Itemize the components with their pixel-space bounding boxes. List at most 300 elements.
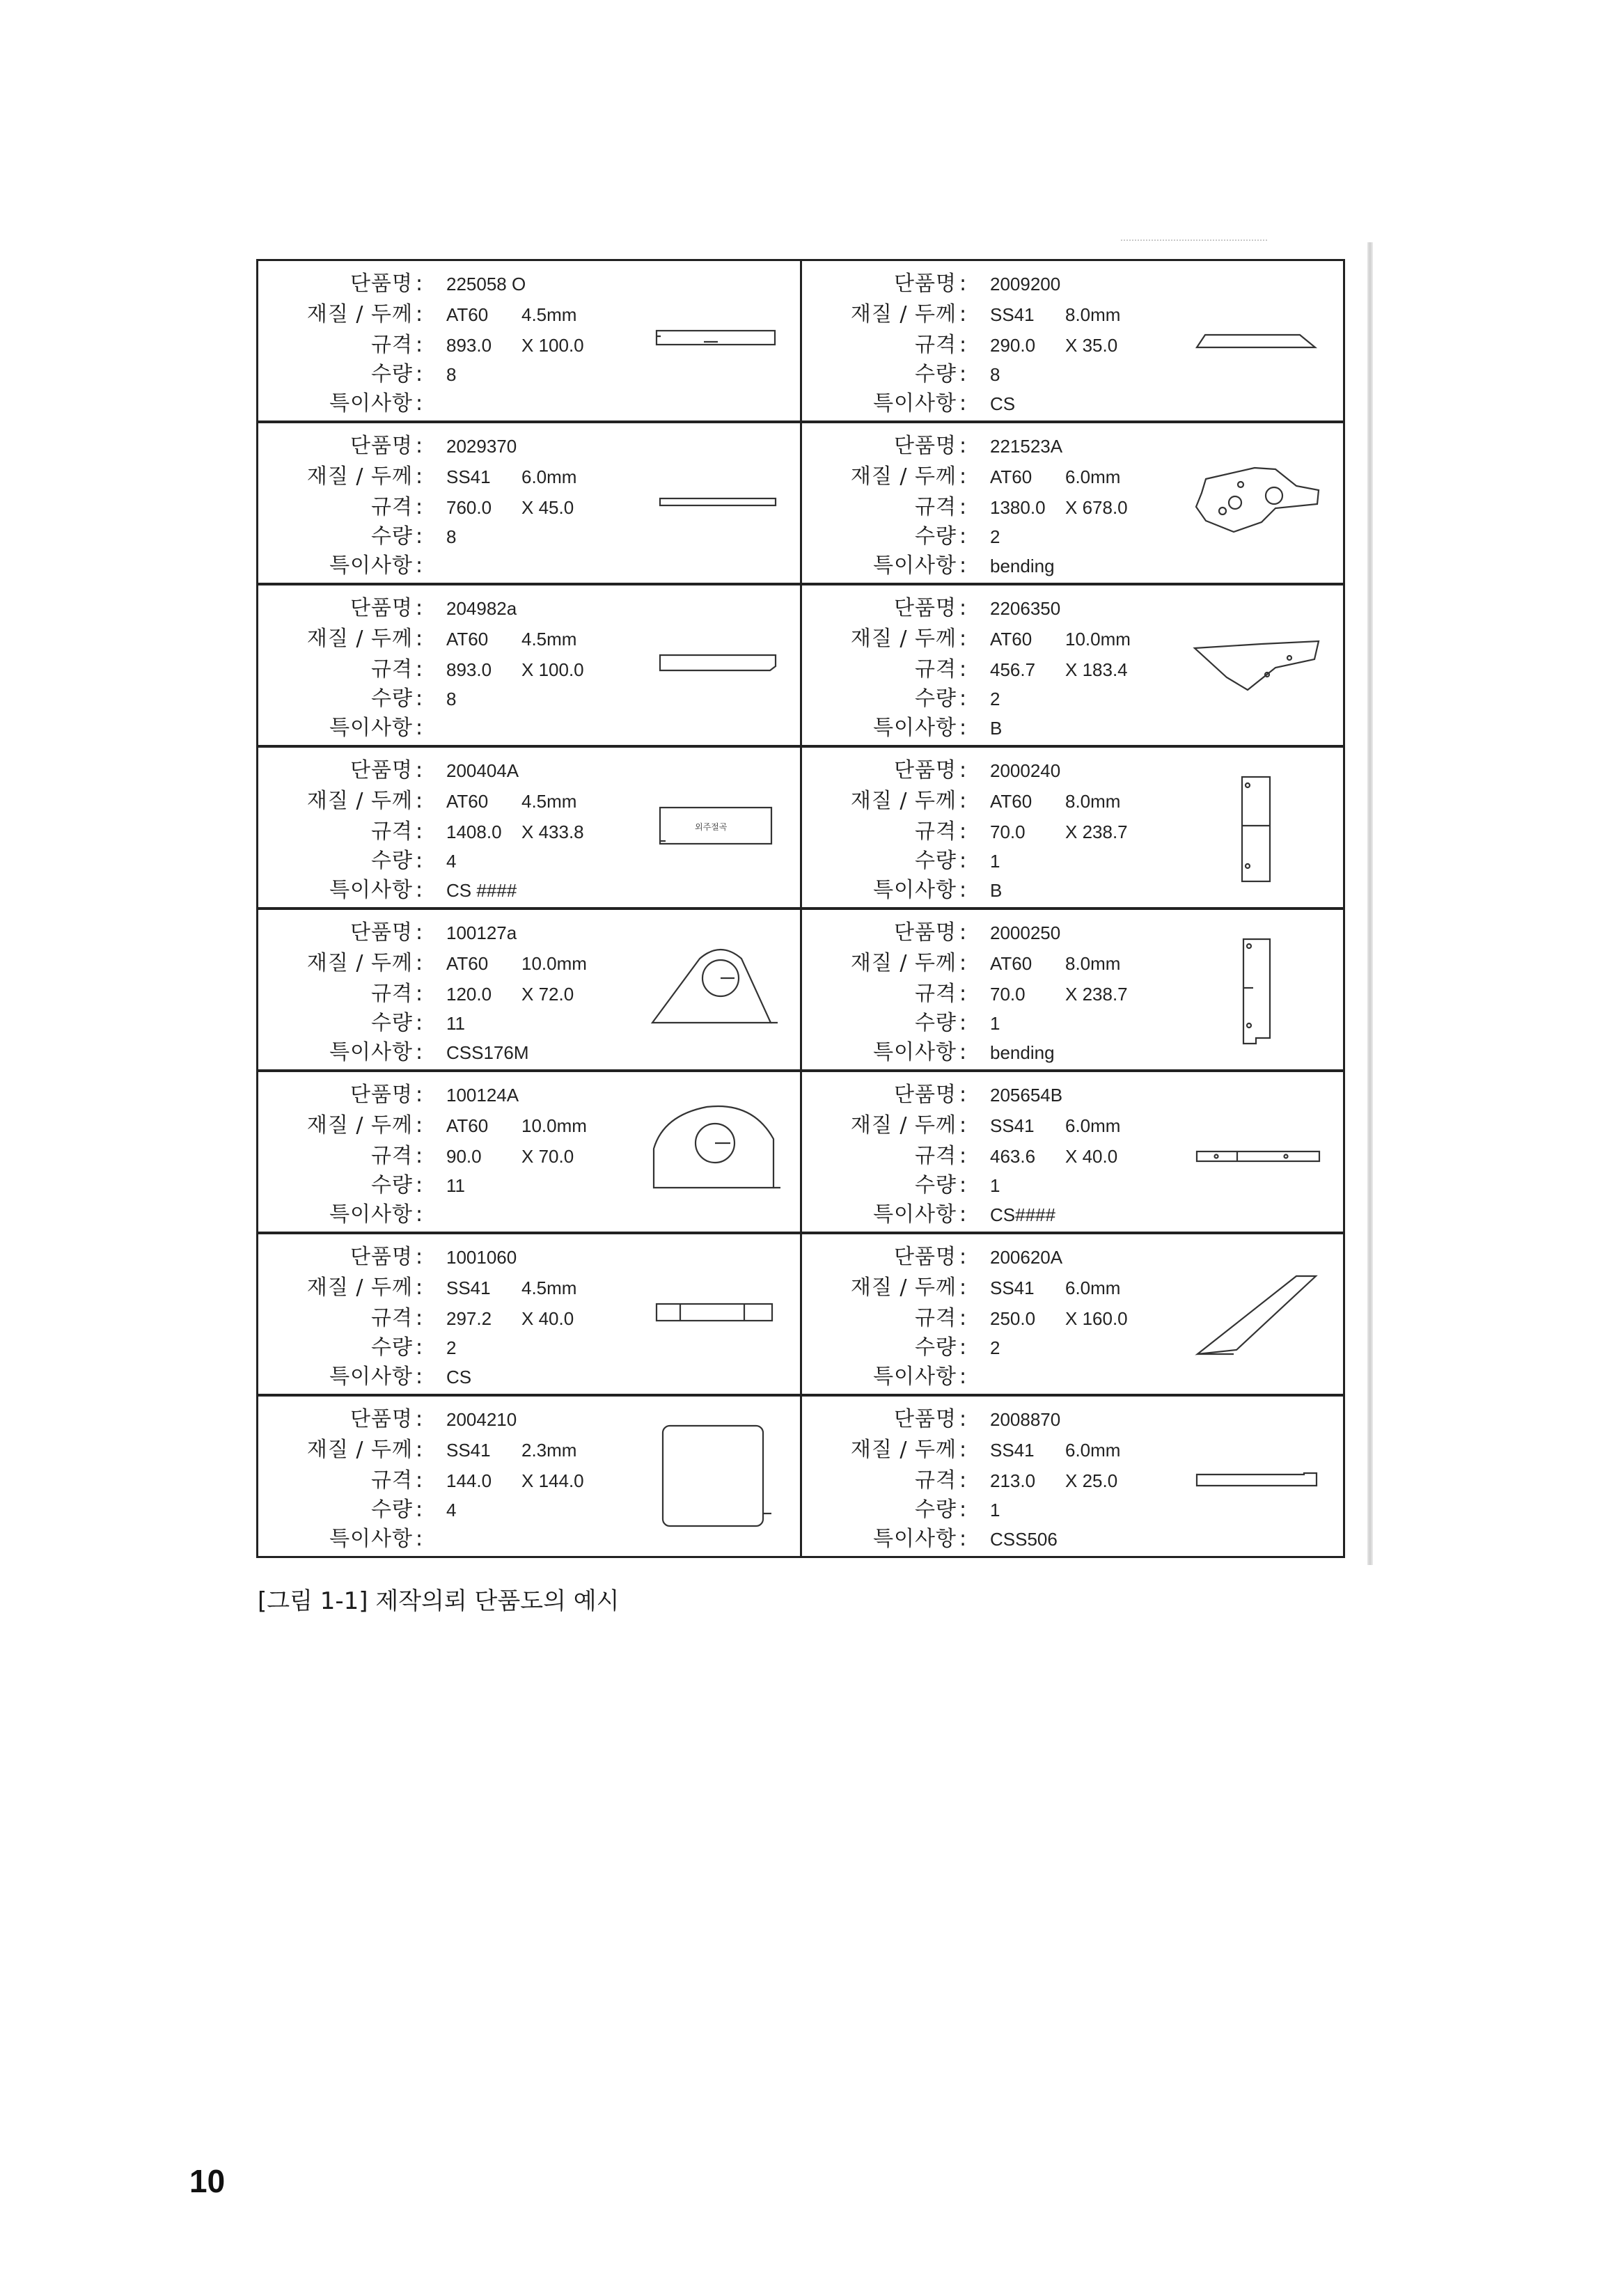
part-name-value: 200404A [446, 760, 519, 781]
material-value [446, 1436, 577, 1465]
spec-value [446, 331, 584, 360]
thickness-value: 4.5mm [521, 304, 577, 325]
spec-label: 규격 [371, 495, 413, 519]
spec-width-value: 893.0 [446, 335, 492, 356]
spec-value [990, 493, 1128, 522]
material-thickness-label: 재질 / 두께 [850, 951, 957, 975]
remarks-label: 특이사항 [329, 878, 413, 902]
label-colon: : [959, 1202, 967, 1227]
part-name-label: 단품명 [350, 1083, 413, 1107]
quantity-line [802, 360, 1344, 389]
part-card [258, 585, 800, 745]
thickness-value: 10.0mm [521, 953, 587, 974]
remarks-label: 특이사항 [329, 1527, 413, 1551]
quantity-line [258, 522, 800, 551]
material-thickness-label: 재질 / 두께 [850, 789, 957, 813]
table-row [258, 748, 1343, 910]
label-colon: : [416, 849, 423, 873]
label-colon: : [959, 1040, 967, 1064]
part-card [258, 910, 800, 1069]
remarks-line [258, 1362, 800, 1392]
quantity-label: 수량 [915, 524, 957, 549]
part-drawing-plate-holes [1192, 465, 1324, 542]
spec-label: 규격 [915, 1468, 957, 1493]
spec-value [990, 980, 1128, 1009]
spec-width-value: 70.0 [990, 821, 1026, 842]
material-value-text: AT60 [990, 791, 1032, 812]
remarks-label: 특이사항 [329, 553, 413, 578]
quantity-label: 수량 [371, 524, 413, 549]
remarks-line [258, 551, 800, 581]
label-colon: : [416, 391, 423, 416]
spec-value [990, 655, 1128, 684]
label-colon: : [959, 362, 967, 386]
table-row [258, 585, 1343, 748]
quantity-label: 수량 [915, 1497, 957, 1522]
part-card [802, 1072, 1344, 1232]
quantity-value: 2 [446, 1337, 457, 1358]
part-name-line [802, 1080, 1344, 1110]
quantity-value: 1 [990, 851, 1000, 872]
part-drawing-vertical-bar-notch [1239, 938, 1274, 1049]
spec-value [446, 1466, 584, 1495]
material-thickness-label: 재질 / 두께 [850, 627, 957, 651]
label-colon: : [416, 272, 423, 296]
thickness-value: 6.0mm [1065, 1277, 1121, 1298]
spec-value [990, 1466, 1118, 1495]
scan-edge [1367, 242, 1373, 1565]
part-name-value: 2029370 [446, 436, 517, 457]
label-colon: : [959, 982, 967, 1006]
part-name-line [802, 269, 1344, 299]
quantity-value: 8 [990, 364, 1000, 385]
remarks-line [802, 1525, 1344, 1554]
remarks-label: 특이사항 [329, 1202, 413, 1227]
quantity-label: 수량 [371, 1335, 413, 1360]
label-colon: : [416, 1202, 423, 1227]
part-name-line [258, 269, 800, 299]
label-colon: : [959, 524, 967, 549]
material-thickness-label: 재질 / 두께 [850, 302, 957, 327]
label-colon: : [416, 789, 423, 813]
remarks-line [802, 1200, 1344, 1229]
label-colon: : [416, 951, 423, 975]
label-colon: : [959, 1497, 967, 1522]
remarks-label: 특이사항 [329, 391, 413, 416]
spec-label: 규격 [915, 1144, 957, 1168]
spec-height-value: X 238.7 [1065, 821, 1128, 842]
part-name-line [258, 1243, 800, 1272]
part-name-label: 단품명 [894, 596, 957, 620]
material-value-text: AT60 [990, 629, 1032, 650]
part-name-label: 단품명 [894, 758, 957, 783]
part-name-label: 단품명 [350, 920, 413, 945]
quantity-label: 수량 [371, 362, 413, 386]
thickness-value: 10.0mm [1065, 629, 1131, 650]
label-colon: : [416, 1306, 423, 1330]
spec-value [446, 817, 584, 847]
label-colon: : [416, 524, 423, 549]
spec-label: 규격 [371, 333, 413, 357]
quantity-value: 1 [990, 1013, 1000, 1034]
part-name-value: 2004210 [446, 1409, 517, 1430]
quantity-line [258, 360, 800, 389]
part-name-label: 단품명 [350, 1407, 413, 1431]
quantity-value: 4 [446, 1500, 457, 1520]
material-thickness-line [258, 462, 800, 492]
quantity-value: 2 [990, 526, 1000, 547]
part-name-label: 단품명 [350, 434, 413, 458]
part-name-line [802, 432, 1344, 461]
label-colon: : [416, 495, 423, 519]
remarks-label: 특이사항 [873, 1040, 957, 1064]
label-colon: : [959, 495, 967, 519]
label-colon: : [959, 878, 967, 902]
part-name-label: 단품명 [894, 1083, 957, 1107]
part-drawing-rect-bar [659, 652, 784, 676]
spec-value [446, 493, 574, 522]
part-name-label: 단품명 [894, 1407, 957, 1431]
material-value-text: SS41 [446, 1440, 491, 1461]
part-name-value: 2000240 [990, 760, 1061, 781]
label-colon: : [959, 819, 967, 844]
spec-width-value: 70.0 [990, 984, 1026, 1005]
label-colon: : [416, 1527, 423, 1551]
remarks-label: 특이사항 [873, 553, 957, 578]
part-card [258, 1397, 800, 1559]
label-colon: : [416, 1438, 423, 1462]
figure-caption: [그림 1-1] 제작의뢰 단품도의 예시 [258, 1587, 620, 1615]
thickness-value: 10.0mm [521, 1115, 587, 1136]
spec-height-value: X 100.0 [521, 335, 584, 356]
spec-height-value: X 678.0 [1065, 497, 1128, 518]
label-colon: : [416, 920, 423, 945]
remarks-label: 특이사항 [329, 1040, 413, 1064]
label-colon: : [416, 553, 423, 578]
label-colon: : [959, 1011, 967, 1035]
quantity-value: 4 [446, 851, 457, 872]
label-colon: : [959, 302, 967, 327]
part-card [258, 261, 800, 420]
part-name-label: 단품명 [894, 272, 957, 296]
material-value-text: AT60 [446, 953, 489, 974]
material-value-text: SS41 [990, 1277, 1035, 1298]
material-value [990, 462, 1121, 492]
part-name-value: 100124A [446, 1085, 519, 1106]
remarks-label: 특이사항 [873, 878, 957, 902]
material-thickness-label: 재질 / 두께 [306, 1275, 413, 1300]
label-colon: : [416, 627, 423, 651]
spec-width-value: 463.6 [990, 1146, 1036, 1167]
label-colon: : [416, 434, 423, 458]
quantity-line [802, 1495, 1344, 1525]
material-value [446, 787, 577, 816]
remarks-label: 특이사항 [329, 716, 413, 740]
part-name-label: 단품명 [350, 758, 413, 783]
quantity-value: 8 [446, 364, 457, 385]
part-drawing-square-plate [659, 1423, 777, 1534]
material-value [990, 624, 1131, 654]
quantity-value: 8 [446, 526, 457, 547]
remarks-value: CSS506 [990, 1529, 1058, 1550]
part-card [802, 1397, 1344, 1559]
material-value-text: SS41 [446, 466, 491, 487]
quantity-line [802, 1171, 1344, 1200]
remarks-line [802, 551, 1344, 581]
part-name-value: 221523A [990, 436, 1063, 457]
remarks-label: 특이사항 [873, 391, 957, 416]
spec-width-value: 456.7 [990, 659, 1036, 680]
spec-height-value: X 40.0 [521, 1308, 574, 1329]
table-row [258, 1234, 1343, 1397]
part-name-value: 100127a [446, 922, 517, 943]
part-name-label: 단품명 [350, 1245, 413, 1269]
material-value [446, 1111, 587, 1140]
part-name-value: 2000250 [990, 922, 1061, 943]
material-value-text: SS41 [990, 1115, 1035, 1136]
material-value-text: SS41 [446, 1277, 491, 1298]
svg-text:외주절곡: 외주절곡 [695, 822, 728, 832]
spec-label: 규격 [915, 1306, 957, 1330]
material-value-text: SS41 [990, 1440, 1035, 1461]
label-colon: : [416, 1040, 423, 1064]
table-row [258, 1072, 1343, 1234]
quantity-label: 수량 [915, 1335, 957, 1360]
material-value [990, 949, 1121, 978]
table-row [258, 1397, 1343, 1559]
label-colon: : [416, 878, 423, 902]
remarks-value: bending [990, 556, 1055, 576]
spec-height-value: X 45.0 [521, 497, 574, 518]
thickness-value: 8.0mm [1065, 791, 1121, 812]
thickness-value: 2.3mm [521, 1440, 577, 1461]
spec-width-value: 90.0 [446, 1146, 482, 1167]
label-colon: : [959, 434, 967, 458]
part-card [802, 585, 1344, 745]
spec-label: 규격 [371, 657, 413, 682]
label-colon: : [959, 758, 967, 783]
material-value [446, 624, 577, 654]
part-drawing-irregular-plate [1192, 634, 1324, 704]
part-card [258, 748, 800, 907]
remarks-value: CS [446, 1367, 472, 1387]
spec-height-value: X 183.4 [1065, 659, 1128, 680]
part-drawing-segmented-bar [655, 1301, 780, 1325]
material-thickness-line [258, 300, 800, 329]
material-thickness-line [802, 1436, 1344, 1465]
label-colon: : [416, 1011, 423, 1035]
material-thickness-line [258, 1273, 800, 1303]
label-colon: : [959, 1527, 967, 1551]
material-value [990, 1273, 1121, 1303]
material-value-text: AT60 [446, 1115, 489, 1136]
quantity-value: 1 [990, 1175, 1000, 1196]
part-card [802, 910, 1344, 1069]
label-colon: : [959, 789, 967, 813]
remarks-line [802, 714, 1344, 743]
label-colon: : [416, 362, 423, 386]
quantity-label: 수량 [915, 849, 957, 873]
label-colon: : [959, 1407, 967, 1431]
material-value [446, 1273, 577, 1303]
label-colon: : [959, 391, 967, 416]
part-spec-table [256, 259, 1345, 1558]
part-card [258, 1072, 800, 1232]
part-name-line [258, 918, 800, 948]
part-card [802, 423, 1344, 583]
spec-width-value: 893.0 [446, 659, 492, 680]
remarks-line [258, 876, 800, 905]
part-name-value: 225058 O [446, 274, 526, 294]
quantity-value: 11 [446, 1175, 465, 1196]
part-drawing-lug-round [648, 1103, 787, 1193]
label-colon: : [959, 272, 967, 296]
material-value [446, 949, 587, 978]
material-value [990, 1111, 1121, 1140]
spec-width-value: 1380.0 [990, 497, 1046, 518]
remarks-line [802, 1362, 1344, 1392]
remarks-value: CSS176M [446, 1042, 529, 1063]
part-name-line [802, 1405, 1344, 1434]
spec-label: 규격 [371, 982, 413, 1006]
thickness-value: 6.0mm [1065, 1440, 1121, 1461]
label-colon: : [959, 464, 967, 489]
quantity-value: 11 [446, 1013, 465, 1034]
label-colon: : [416, 333, 423, 357]
spec-height-value: X 433.8 [521, 821, 584, 842]
label-colon: : [416, 686, 423, 711]
part-drawing-diagonal-gusset [1192, 1271, 1324, 1361]
label-colon: : [416, 1497, 423, 1522]
material-thickness-label: 재질 / 두께 [306, 627, 413, 651]
quantity-label: 수량 [915, 362, 957, 386]
quantity-value: 8 [446, 689, 457, 709]
label-colon: : [416, 657, 423, 682]
part-name-value: 2206350 [990, 598, 1061, 619]
material-thickness-label: 재질 / 두께 [850, 1113, 957, 1138]
part-drawing-labeled-rect [659, 803, 777, 852]
label-colon: : [959, 1144, 967, 1168]
quantity-value: 2 [990, 689, 1000, 709]
label-colon: : [416, 819, 423, 844]
spec-width-value: 213.0 [990, 1470, 1036, 1491]
thickness-value: 4.5mm [521, 791, 577, 812]
label-colon: : [959, 1438, 967, 1462]
part-card [258, 423, 800, 583]
label-colon: : [959, 1275, 967, 1300]
spec-height-value: X 144.0 [521, 1470, 584, 1491]
spec-label: 규격 [371, 819, 413, 844]
material-thickness-label: 재질 / 두께 [306, 951, 413, 975]
material-thickness-label: 재질 / 두께 [306, 302, 413, 327]
label-colon: : [959, 657, 967, 682]
material-thickness-label: 재질 / 두께 [850, 1275, 957, 1300]
quantity-line [258, 684, 800, 714]
spec-width-value: 760.0 [446, 497, 492, 518]
spec-label: 규격 [371, 1468, 413, 1493]
part-drawing-flat-bar-tab [1195, 1470, 1328, 1491]
material-thickness-label: 재질 / 두께 [850, 464, 957, 489]
quantity-label: 수량 [371, 1497, 413, 1522]
spec-value [990, 817, 1128, 847]
label-colon: : [959, 1245, 967, 1269]
spec-value [446, 1304, 574, 1333]
part-name-line [258, 432, 800, 461]
label-colon: : [959, 1113, 967, 1138]
label-colon: : [959, 1468, 967, 1493]
material-value-text: AT60 [446, 791, 489, 812]
material-thickness-line [258, 624, 800, 654]
spec-label: 규격 [915, 982, 957, 1006]
quantity-label: 수량 [915, 686, 957, 711]
quantity-label: 수량 [371, 1173, 413, 1197]
remarks-value: B [990, 718, 1003, 739]
quantity-value: 2 [990, 1337, 1000, 1358]
label-colon: : [416, 1245, 423, 1269]
label-colon: : [959, 627, 967, 651]
quantity-label: 수량 [371, 849, 413, 873]
label-colon: : [416, 1365, 423, 1389]
part-name-line [258, 594, 800, 623]
part-name-value: 200620A [990, 1247, 1063, 1268]
spec-width-value: 250.0 [990, 1308, 1036, 1329]
part-drawing-strip-holes [1195, 1149, 1328, 1167]
label-colon: : [416, 982, 423, 1006]
spec-label: 규격 [371, 1306, 413, 1330]
part-name-line [802, 594, 1344, 623]
quantity-label: 수량 [915, 1011, 957, 1035]
quantity-label: 수량 [371, 686, 413, 711]
spec-label: 규격 [915, 819, 957, 844]
spec-width-value: 290.0 [990, 335, 1036, 356]
label-colon: : [416, 1468, 423, 1493]
spec-value [990, 1304, 1128, 1333]
remarks-line [802, 389, 1344, 418]
part-card [258, 1234, 800, 1394]
part-name-value: 204982a [446, 598, 517, 619]
page-number: 10 [189, 2163, 226, 2199]
material-thickness-label: 재질 / 두께 [850, 1438, 957, 1462]
thickness-value: 8.0mm [1065, 304, 1121, 325]
material-thickness-label: 재질 / 두께 [306, 1438, 413, 1462]
part-drawing-rect-bar-notch [655, 327, 780, 354]
remarks-label: 특이사항 [873, 1527, 957, 1551]
spec-label: 규격 [915, 333, 957, 357]
remarks-line [258, 1038, 800, 1067]
part-name-line [802, 1243, 1344, 1272]
remarks-value: CS#### [990, 1204, 1055, 1225]
scan-mark [1121, 239, 1267, 244]
remarks-label: 특이사항 [873, 716, 957, 740]
thickness-value: 4.5mm [521, 1277, 577, 1298]
spec-value [446, 655, 584, 684]
label-colon: : [959, 553, 967, 578]
part-card [802, 1234, 1344, 1394]
quantity-line [258, 1333, 800, 1362]
part-drawing-vertical-bar [1239, 776, 1274, 887]
spec-height-value: X 70.0 [521, 1146, 574, 1167]
spec-height-value: X 25.0 [1065, 1470, 1118, 1491]
material-thickness-label: 재질 / 두께 [306, 789, 413, 813]
spec-value [990, 331, 1118, 360]
part-card [802, 261, 1344, 420]
part-name-label: 단품명 [894, 1245, 957, 1269]
table-row [258, 261, 1343, 423]
part-name-value: 205654B [990, 1085, 1063, 1106]
spec-height-value: X 160.0 [1065, 1308, 1128, 1329]
part-name-value: 1001060 [446, 1247, 517, 1268]
label-colon: : [959, 1335, 967, 1360]
